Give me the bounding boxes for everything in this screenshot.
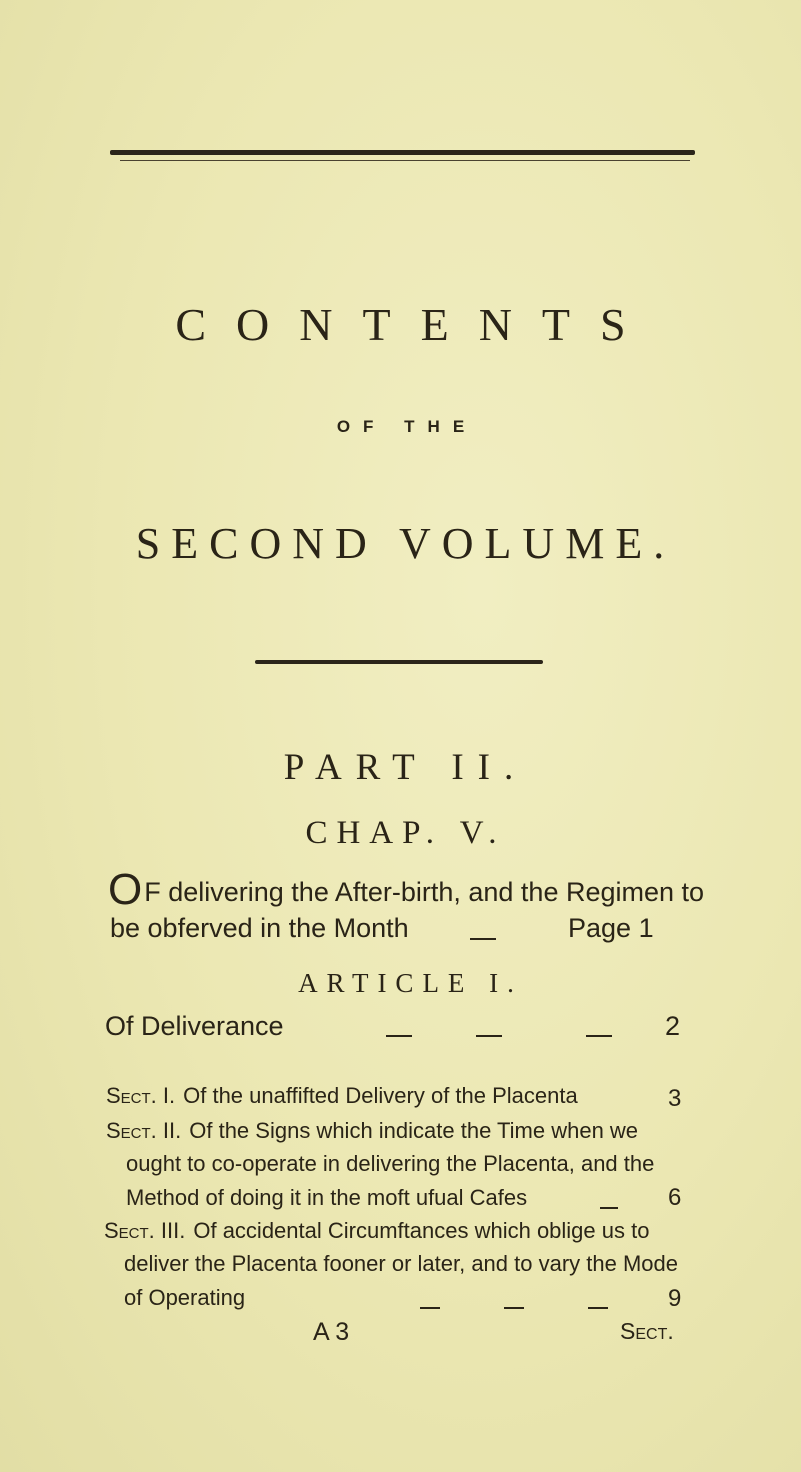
of-the-label: OF THE	[336, 417, 478, 436]
section-2-line-1: Of the Signs which indicate the Time when we	[189, 1118, 639, 1143]
chapter-page	[568, 913, 654, 944]
page-label: Page	[568, 913, 632, 943]
section-1-label: Sect. I.	[106, 1083, 176, 1108]
leader-dash	[600, 1207, 618, 1209]
section-2-dashes	[600, 1199, 618, 1217]
section-3-line-3: of Operating	[124, 1285, 246, 1310]
chapter-heading: CHAP. V.	[305, 815, 506, 851]
leader-dash	[420, 1307, 440, 1309]
section-2-line-2: ought to co-operate in delivering the Placenta, and the	[126, 1151, 655, 1176]
part-heading: PART II.	[283, 747, 528, 788]
leader-dash	[476, 1035, 502, 1037]
section-2-line-3: Method of doing it in the moft ufual Cafes	[126, 1185, 528, 1210]
chapter-entry-line-1	[108, 865, 705, 914]
catchword: Sect.	[620, 1318, 674, 1344]
section-3-label: Sect. III.	[104, 1218, 186, 1243]
signature-mark: A 3	[313, 1318, 350, 1346]
article-page-number: 2	[665, 1011, 681, 1041]
section-2	[106, 1118, 638, 1144]
section-3-line-2: deliver the Placenta fooner or later, and to vary the Mode	[124, 1251, 678, 1276]
top-rule	[110, 150, 695, 155]
section-2-page: 6	[668, 1184, 682, 1211]
leader-dash	[386, 1035, 412, 1037]
leader-dash	[470, 938, 496, 940]
top-rule-thin	[120, 160, 690, 161]
section-3-page: 9	[668, 1285, 682, 1312]
article-dashes	[386, 1027, 612, 1045]
chapter-entry-dashes	[470, 930, 496, 948]
section-1-page: 3	[668, 1085, 682, 1112]
leader-dash	[586, 1035, 612, 1037]
section-3	[104, 1218, 649, 1244]
section-1	[106, 1083, 578, 1109]
section-1-line-1: Of the unaffifted Delivery of the Placenta	[183, 1083, 578, 1108]
drop-cap: O	[108, 865, 143, 914]
page-number: 1	[638, 913, 654, 943]
section-rule	[255, 660, 543, 664]
contents-title: CONTENTS	[175, 299, 656, 350]
section-3-line-1: Of accidental Circumftances which oblige us to	[193, 1218, 650, 1243]
chapter-entry-text-1: F delivering the After-birth, and the Regimen to	[144, 877, 705, 907]
leader-dash	[504, 1307, 524, 1309]
article-heading: ARTICLE I.	[298, 968, 523, 998]
article-title: Of Deliverance	[105, 1011, 284, 1041]
leader-dash	[588, 1307, 608, 1309]
chapter-entry-line-2	[110, 913, 409, 944]
section-2-label: Sect. II.	[106, 1118, 182, 1143]
section-3-dashes	[420, 1299, 608, 1317]
chapter-entry-text-2: be obferved in the Month	[110, 913, 409, 943]
volume-title: SECOND VOLUME.	[135, 519, 676, 568]
